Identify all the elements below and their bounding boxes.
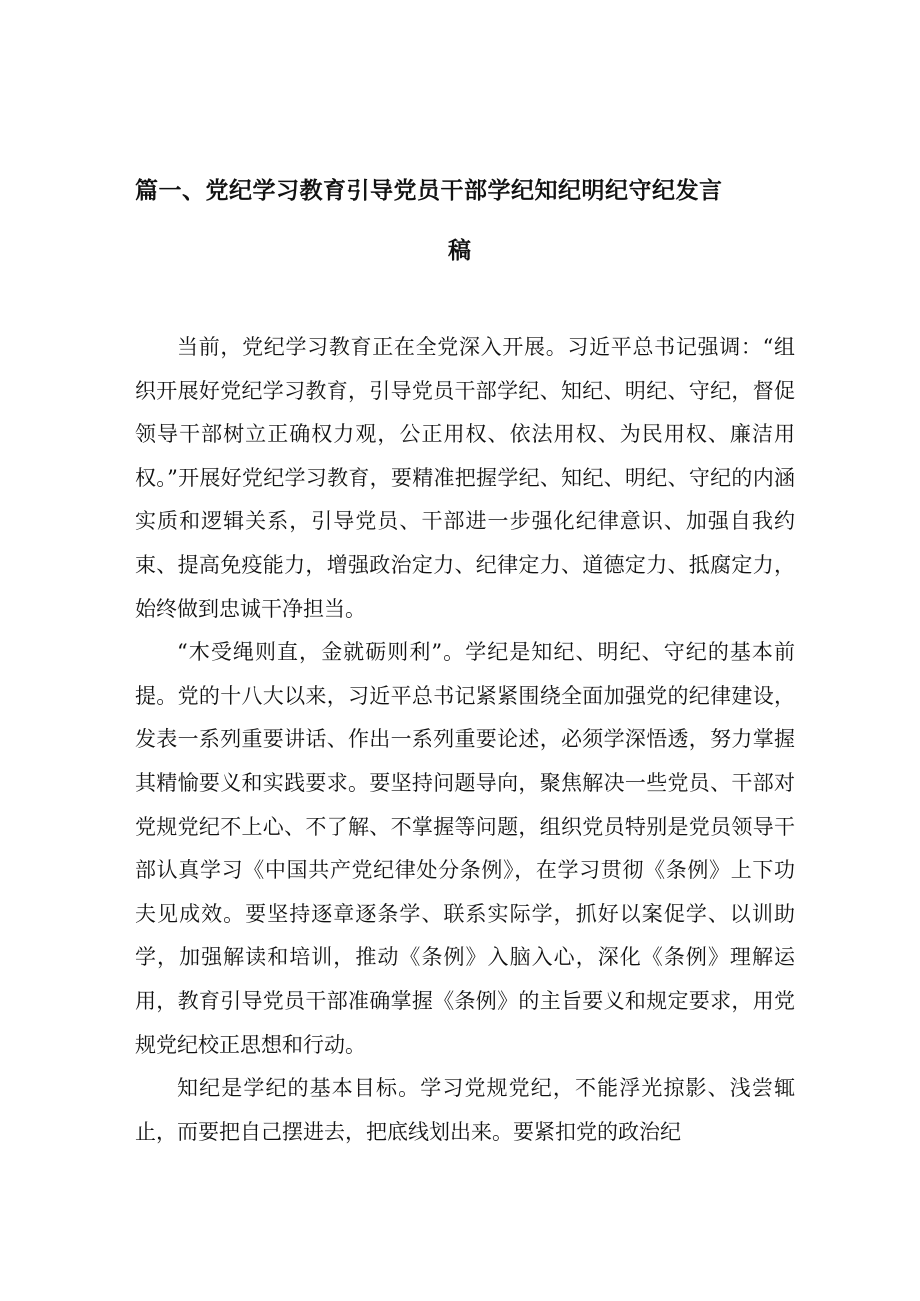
document-body [135,326,795,1154]
paragraph-1: 当前，党纪学习教育正在全党深入开展。习近平总书记强调：“组织开展好党纪学习教育，引导党员干部学纪、知纪、明纪、守纪，督促领导干部树立正确权力观，公正用权、依法用权、为民用权、廉洁用权。”开展好党纪学习教育，要精准把握学纪、知纪、明纪、守纪的内涵实质和逻辑关系，引导党员、干部进一步强化纪律意识、加强自我约束、提高免疫能力，增强政治定力、纪律定力、道德定力、抵腐定力，始终做到忠诚干净担当。 [135,335,795,621]
document-title-line-1: 篇一、党纪学习教育引导党员干部学纪知纪明纪守纪发言 [135,178,723,204]
paragraph-3: 知纪是学纪的基本目标。学习党规党纪，不能浮光掠影、浅尝辄止，而要把自己摆进去，把底线划出来。要紧扣党的政治纪 [135,1076,795,1144]
document-title-line-2: 稿 [448,238,472,264]
paragraph-2: “木受绳则直，金就砺则利”。学纪是知纪、明纪、守纪的基本前提。党的十八大以来，习近平总书记紧紧围绕全面加强党的纪律建设，发表一系列重要讲话、作出一系列重要论述，必须学深悟透，努力掌握其精愉要义和实践要求。要坚持问题导向，聚焦解决一些党员、干部对党规党纪不上心、不了解、不掌握等问题，组织党员特别是党员领导干部认真学习《中国共产党纪律处分条例》，在学习贯彻《条例》上下功夫见成效。要坚持逐章逐条学、联系实际学，抓好以案促学、以训助学，加强解读和培训，推动《条例》入脑入心，深化《条例》理解运用，教育引导党员干部准确掌握《条例》的主旨要义和规定要求，用党规党纪校正思想和行动。 [135,640,795,1057]
